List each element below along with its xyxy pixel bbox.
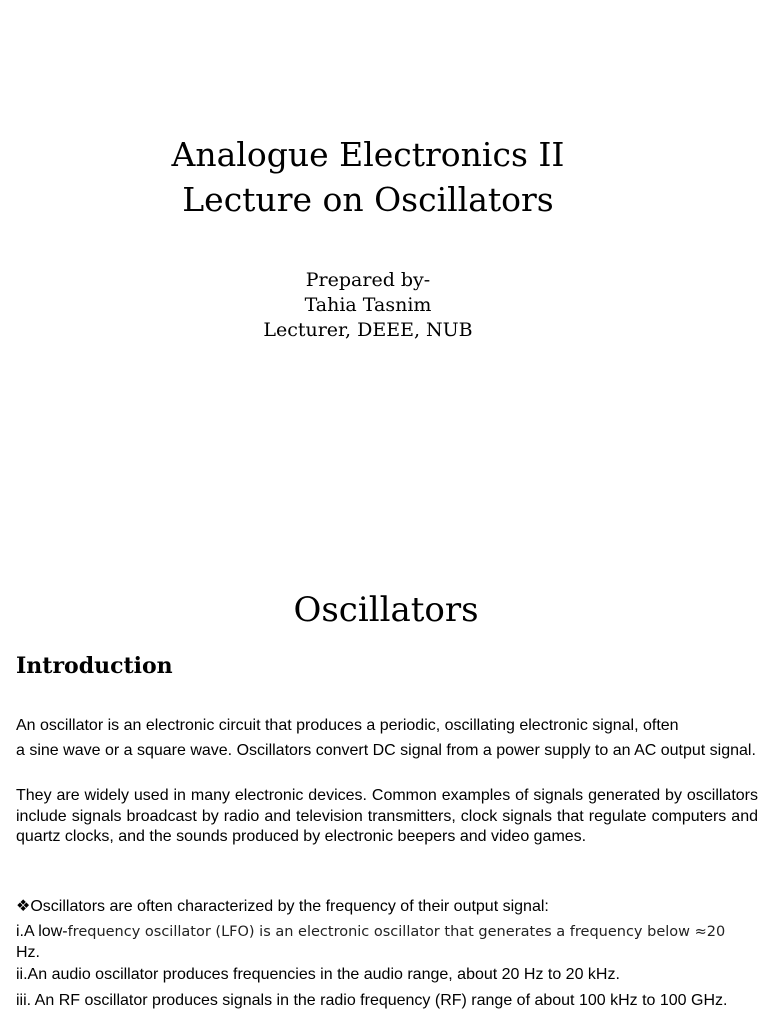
characterization-bullet <box>16 897 758 918</box>
author-name: Tahia Tasnim <box>304 294 432 316</box>
list-item-lfo-tail: Hz. <box>16 943 40 961</box>
intro-paragraph-3: They are widely used in many electronic devices. Common examples of signals generated by oscillators include signals broadcast by radio and television transmitters, clock signals that regulate computers and quartz clocks, and the sounds produced by electronic beepers and video games. <box>16 787 758 845</box>
list-item-lfo-prefix: i.A low- <box>16 923 68 940</box>
list-item-lfo <box>16 922 758 963</box>
diamond-bullet-icon: ❖ <box>16 898 31 915</box>
section-heading: Oscillators <box>293 590 479 630</box>
intro-paragraph-2: a sine wave or a square wave. Oscillators convert DC signal from a power supply to an AC output signal. <box>16 742 756 759</box>
intro-paragraph-1: An oscillator is an electronic circuit that produces a periodic, oscillating electronic signal, often <box>16 717 679 734</box>
bullet-text: Oscillators are often characterized by the frequency of their output signal: <box>30 898 549 915</box>
lecture-title-line-2: Lecture on Oscillators <box>182 180 554 219</box>
list-item-rf: iii. An RF oscillator produces signals in the radio frequency (RF) range of about 100 kHz to 100 GHz. <box>16 992 728 1009</box>
author-block <box>0 268 736 343</box>
introduction-heading: Introduction <box>16 653 173 679</box>
author-affiliation: Lecturer, DEEE, NUB <box>263 319 473 341</box>
list-item-lfo-rest: frequency oscillator (LFO) is an electronic oscillator that generates a frequency below ≈20 <box>67 924 726 940</box>
list-item-audio: ii.An audio oscillator produces frequencies in the audio range, about 20 Hz to 20 kHz. <box>16 966 620 983</box>
lecture-title-line-1: Analogue Electronics II <box>171 135 565 174</box>
prepared-by-label: Prepared by- <box>305 269 431 291</box>
title-block <box>0 132 736 222</box>
